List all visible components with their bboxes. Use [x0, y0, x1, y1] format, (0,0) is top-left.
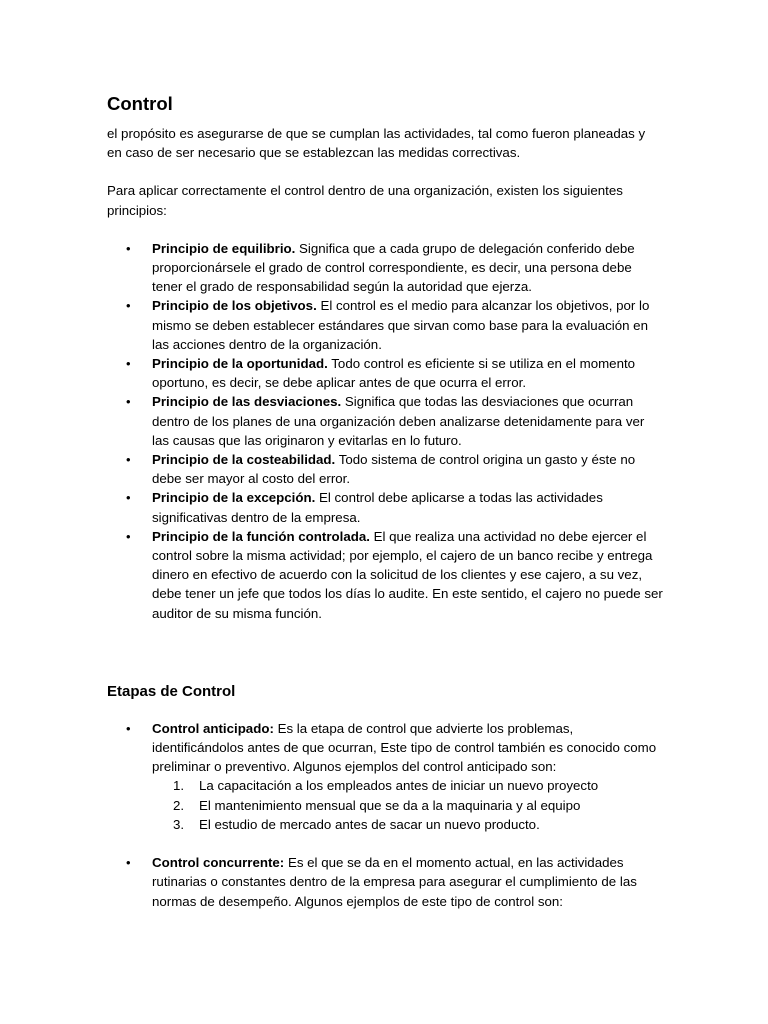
- example-item: [152, 796, 663, 815]
- principle-name: Principio de la oportunidad.: [152, 356, 328, 372]
- principle-name: Principio de la costeabilidad.: [152, 452, 336, 468]
- principle-name: Principio de equilibrio.: [152, 240, 296, 256]
- bullet-icon: •: [126, 298, 131, 314]
- bullet-icon: •: [126, 720, 131, 736]
- bullet-icon: •: [126, 452, 131, 468]
- control-intro: el propósito es asegurarse de que se cumplan las actividades, tal como fueron planeadas y en caso de ser necesario que se establezcan las medidas correctivas.: [107, 126, 646, 161]
- section-title-etapas: Etapas de Control: [107, 682, 236, 700]
- principle-text: Todo sistema de control origina un gasto y éste no debe ser mayor al costo del error.: [152, 452, 636, 487]
- principle-text: Significa que a cada grupo de delegación conferido debe proporcionársele el grado de control correspondiente, es decir, una persona debe tener el grado de responsabilidad según la autoridad que ejerza.: [152, 240, 635, 295]
- example-number: 2.: [173, 797, 185, 813]
- stage-name: Control anticipado:: [152, 720, 274, 736]
- bullet-icon: •: [126, 490, 131, 506]
- stages-list: [107, 719, 663, 911]
- example-item: [152, 776, 663, 795]
- list-item: [107, 719, 663, 834]
- stage-text: Es el que se da en el momento actual, en las actividades rutinarias o constantes dentro de la empresa para asegurar el cumplimiento de las normas de desempeño. Algunos ejemplos de este tipo de control son:: [152, 855, 637, 909]
- example-text: La capacitación a los empleados antes de iniciar un nuevo proyecto: [199, 778, 599, 794]
- list-item: [107, 853, 663, 911]
- bullet-icon: •: [126, 240, 131, 256]
- bullet-icon: •: [126, 528, 131, 544]
- list-item: [107, 239, 663, 297]
- principle-name: Principio de las desviaciones.: [152, 394, 342, 410]
- example-text: El mantenimiento mensual que se da a la maquinaria y al equipo: [199, 797, 581, 813]
- page-title: Control: [107, 93, 173, 114]
- example-text: El estudio de mercado antes de sacar un nuevo producto.: [199, 816, 540, 832]
- principles-list: [107, 239, 663, 623]
- list-item: [107, 450, 663, 488]
- principle-text: El control debe aplicarse a todas las actividades significativas dentro de la empresa.: [152, 490, 603, 525]
- principle-name: Principio de la función controlada.: [152, 528, 370, 544]
- examples-list: [152, 776, 663, 834]
- principle-text: Todo control es eficiente si se utiliza en el momento oportuno, es decir, se debe aplicar antes de que ocurra el error.: [152, 356, 636, 391]
- list-item: [107, 296, 663, 354]
- example-number: 1.: [173, 778, 185, 794]
- principle-text: Significa que todas las desviaciones que ocurran dentro de los planes de una organización deben analizarse detenidamente para ver las causas que las originaron y evitarlas en lo futuro.: [152, 394, 645, 448]
- bullet-icon: •: [126, 394, 131, 410]
- list-item: [107, 488, 663, 526]
- document-page: [107, 92, 663, 911]
- principle-name: Principio de la excepción.: [152, 490, 316, 506]
- stage-name: Control concurrente:: [152, 855, 285, 871]
- list-item: [107, 354, 663, 392]
- list-item: [107, 527, 663, 623]
- stage-text: Es la etapa de control que advierte los problemas, identificándolos antes de que ocurran, Este tipo de control también es conocido como preliminar o preventivo. Algunos ejemplos del control anticipado son:: [152, 720, 657, 775]
- bullet-icon: •: [126, 855, 131, 871]
- principle-text: El que realiza una actividad no debe ejercer el control sobre la misma actividad; por ejemplo, el cajero de un banco recibe y entrega dinero en efectivo de acuerdo con la solicitud de los clientes y ese cajero, a su vez, debe tener un jefe que todos los días lo audite. En este sentido, el cajero no puede ser auditor de su misma función.: [152, 528, 663, 621]
- principle-name: Principio de los objetivos.: [152, 298, 317, 314]
- principles-intro: Para aplicar correctamente el control dentro de una organización, existen los siguientes principios:: [107, 183, 623, 218]
- bullet-icon: •: [126, 356, 131, 372]
- principle-text: El control es el medio para alcanzar los objetivos, por lo mismo se deben establecer estándares que sirvan como base para la evaluación en las acciones dentro de la organización.: [152, 298, 650, 352]
- example-item: [152, 815, 663, 834]
- example-number: 3.: [173, 816, 185, 832]
- list-item: [107, 392, 663, 450]
